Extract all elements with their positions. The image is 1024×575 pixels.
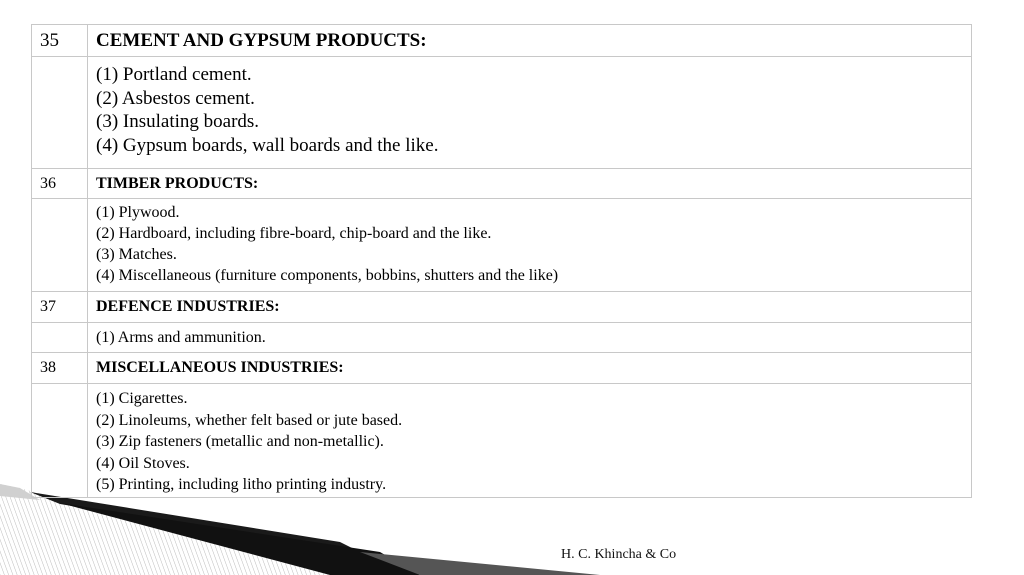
section-title: MISCELLANEOUS INDUSTRIES: — [88, 353, 972, 384]
section-items-row — [32, 57, 972, 169]
list-item: (4) Miscellaneous (furniture components, bobbins, shutters and the like) — [96, 267, 559, 284]
empty-number-cell — [32, 57, 88, 169]
list-item: (4) Oil Stoves. — [96, 454, 190, 472]
section-items-row — [32, 199, 972, 292]
section-items-row — [32, 384, 972, 498]
list-item: (1) Plywood. — [96, 204, 180, 221]
section-title: TIMBER PRODUCTS: — [88, 169, 972, 199]
section-items — [88, 199, 972, 292]
list-item: (2) Asbestos cement. — [96, 87, 255, 109]
list-item: (2) Linoleums, whether felt based or jute based. — [96, 411, 403, 429]
list-item: (4) Gypsum boards, wall boards and the like. — [96, 134, 439, 156]
empty-number-cell — [32, 199, 88, 292]
empty-number-cell — [32, 323, 88, 353]
footer-author: H. C. Khincha & Co — [561, 547, 677, 562]
list-item: (3) Matches. — [96, 246, 177, 263]
section-items — [88, 323, 972, 353]
list-item: (1) Arms and ammunition. — [96, 329, 266, 346]
section-number: 37 — [32, 292, 88, 323]
section-header-row — [32, 169, 972, 199]
list-item: (2) Hardboard, including fibre-board, chip-board and the like. — [96, 225, 492, 242]
section-items — [88, 57, 972, 169]
list-item: (3) Zip fasteners (metallic and non-metallic). — [96, 433, 384, 450]
list-item: (1) Portland cement. — [96, 64, 252, 85]
list-item: (1) Cigarettes. — [96, 390, 188, 407]
section-header-row — [32, 25, 972, 57]
empty-number-cell — [32, 384, 88, 498]
list-item: (5) Printing, including litho printing industry. — [96, 476, 387, 493]
section-items-row — [32, 323, 972, 353]
section-number: 35 — [32, 25, 88, 57]
section-title: DEFENCE INDUSTRIES: — [88, 292, 972, 323]
section-items — [88, 384, 972, 498]
section-header-row — [32, 353, 972, 384]
list-item: (3) Insulating boards. — [96, 111, 260, 132]
industries-table — [31, 24, 972, 498]
section-title: CEMENT AND GYPSUM PRODUCTS: — [88, 25, 972, 57]
section-header-row — [32, 292, 972, 323]
section-number: 36 — [32, 169, 88, 199]
section-number: 38 — [32, 353, 88, 384]
